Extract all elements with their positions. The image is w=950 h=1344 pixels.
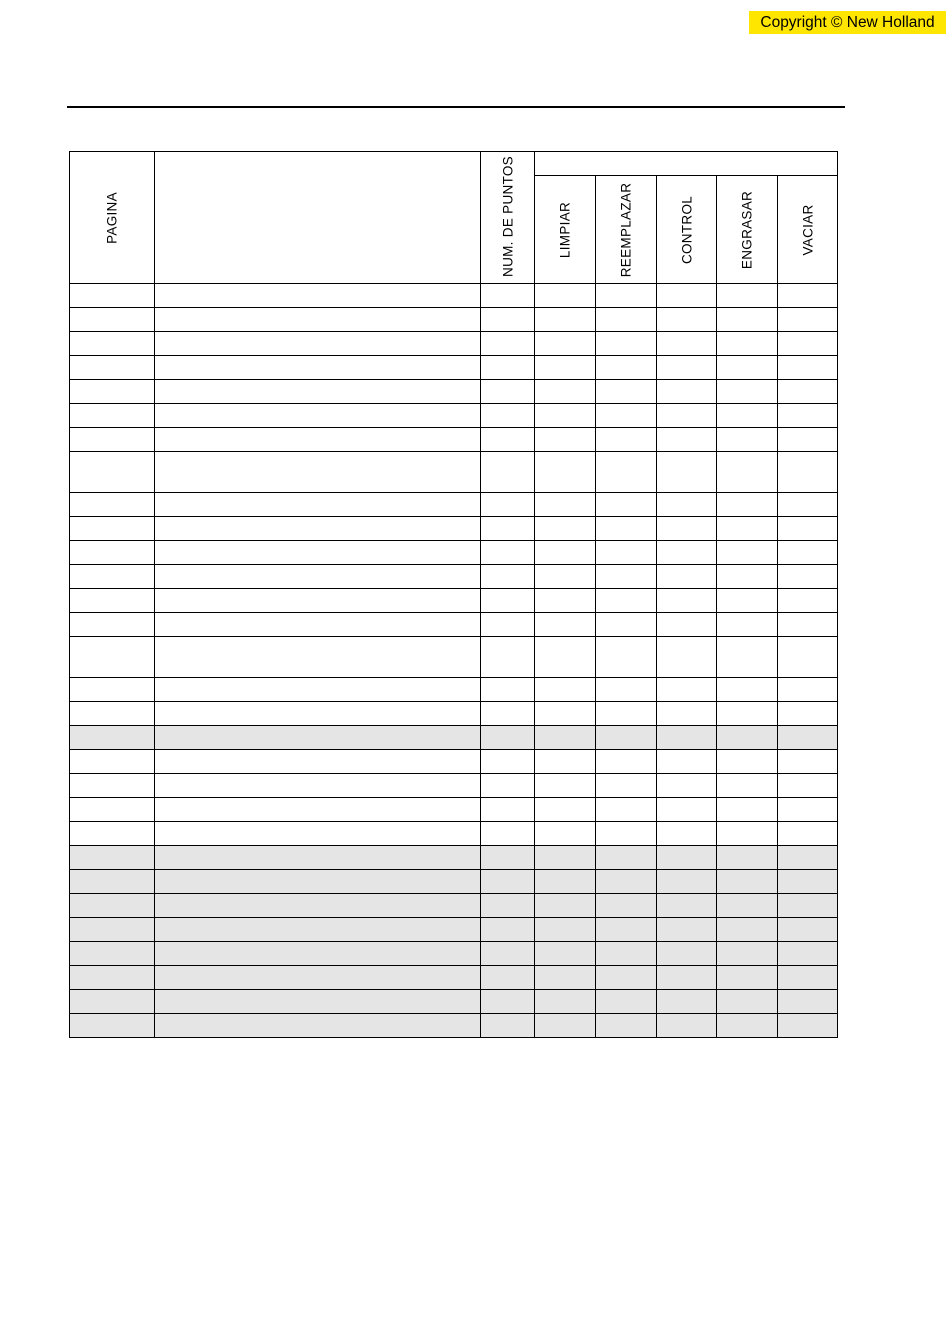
cell-description [155,452,481,493]
cell-pagina [70,517,155,541]
cell-pagina [70,565,155,589]
cell-reemplazar [596,589,657,613]
cell-vaciar [778,702,838,726]
cell-pagina [70,452,155,493]
cell-pagina [70,702,155,726]
cell-reemplazar [596,493,657,517]
cell-pagina [70,966,155,990]
cell-num-puntos [481,918,535,942]
table-row [70,452,838,493]
cell-limpiar [535,774,596,798]
cell-num-puntos [481,846,535,870]
cell-reemplazar [596,541,657,565]
cell-control [657,284,717,308]
cell-num-puntos [481,678,535,702]
cell-control [657,774,717,798]
cell-reemplazar [596,870,657,894]
cell-reemplazar [596,774,657,798]
cell-vaciar [778,846,838,870]
cell-description [155,918,481,942]
cell-limpiar [535,428,596,452]
cell-reemplazar [596,517,657,541]
cell-reemplazar [596,356,657,380]
table-row [70,846,838,870]
cell-limpiar [535,308,596,332]
cell-control [657,1014,717,1038]
cell-num-puntos [481,637,535,678]
table-row [70,990,838,1014]
cell-vaciar [778,380,838,404]
cell-pagina [70,1014,155,1038]
cell-engrasar [717,637,778,678]
cell-vaciar [778,774,838,798]
cell-num-puntos [481,493,535,517]
cell-num-puntos [481,1014,535,1038]
cell-vaciar [778,589,838,613]
cell-reemplazar [596,702,657,726]
header-description [155,152,481,284]
cell-num-puntos [481,565,535,589]
cell-limpiar [535,894,596,918]
cell-control [657,918,717,942]
cell-engrasar [717,428,778,452]
cell-num-puntos [481,541,535,565]
cell-num-puntos [481,356,535,380]
cell-reemplazar [596,637,657,678]
cell-description [155,894,481,918]
cell-num-puntos [481,452,535,493]
table-row [70,894,838,918]
table-row [70,493,838,517]
cell-pagina [70,798,155,822]
cell-description [155,942,481,966]
cell-vaciar [778,452,838,493]
cell-reemplazar [596,750,657,774]
cell-description [155,750,481,774]
cell-limpiar [535,637,596,678]
cell-control [657,750,717,774]
cell-control [657,308,717,332]
cell-engrasar [717,308,778,332]
cell-limpiar [535,750,596,774]
header-pagina-label: PAGINA [104,191,120,244]
table-row [70,774,838,798]
cell-description [155,541,481,565]
cell-limpiar [535,284,596,308]
cell-control [657,428,717,452]
table-row [70,565,838,589]
cell-engrasar [717,356,778,380]
cell-num-puntos [481,894,535,918]
table-row [70,589,838,613]
cell-vaciar [778,726,838,750]
cell-control [657,966,717,990]
cell-control [657,493,717,517]
cell-description [155,774,481,798]
cell-vaciar [778,822,838,846]
cell-control [657,517,717,541]
cell-reemplazar [596,404,657,428]
cell-limpiar [535,822,596,846]
header-engrasar [717,176,778,284]
cell-engrasar [717,541,778,565]
table-row [70,1014,838,1038]
cell-pagina [70,894,155,918]
cell-limpiar [535,517,596,541]
cell-pagina [70,284,155,308]
cell-pagina [70,332,155,356]
cell-engrasar [717,990,778,1014]
cell-control [657,404,717,428]
cell-reemplazar [596,565,657,589]
cell-limpiar [535,589,596,613]
cell-description [155,380,481,404]
cell-limpiar [535,798,596,822]
cell-reemplazar [596,452,657,493]
cell-num-puntos [481,589,535,613]
cell-control [657,894,717,918]
cell-control [657,356,717,380]
cell-limpiar [535,966,596,990]
table-row [70,942,838,966]
cell-vaciar [778,356,838,380]
cell-reemplazar [596,380,657,404]
cell-description [155,589,481,613]
cell-description [155,284,481,308]
cell-reemplazar [596,428,657,452]
cell-vaciar [778,990,838,1014]
cell-limpiar [535,380,596,404]
cell-limpiar [535,1014,596,1038]
header-reemplazar-label: REEMPLAZAR [618,182,634,277]
cell-control [657,990,717,1014]
cell-num-puntos [481,726,535,750]
table-row [70,750,838,774]
cell-vaciar [778,404,838,428]
cell-pagina [70,990,155,1014]
cell-reemplazar [596,846,657,870]
cell-control [657,846,717,870]
cell-vaciar [778,918,838,942]
cell-control [657,870,717,894]
cell-pagina [70,918,155,942]
cell-vaciar [778,284,838,308]
cell-control [657,452,717,493]
cell-num-puntos [481,613,535,637]
cell-pagina [70,613,155,637]
cell-pagina [70,846,155,870]
cell-description [155,702,481,726]
cell-engrasar [717,589,778,613]
cell-pagina [70,942,155,966]
header-vaciar [778,176,838,284]
cell-pagina [70,822,155,846]
cell-description [155,726,481,750]
cell-control [657,541,717,565]
cell-control [657,565,717,589]
table-row [70,726,838,750]
cell-pagina [70,726,155,750]
table-row [70,404,838,428]
cell-vaciar [778,517,838,541]
cell-description [155,966,481,990]
header-num-puntos-label: NUM. DE PUNTOS [500,156,515,277]
table-row [70,541,838,565]
cell-num-puntos [481,332,535,356]
cell-engrasar [717,332,778,356]
header-num-puntos [481,152,535,284]
cell-limpiar [535,702,596,726]
cell-reemplazar [596,918,657,942]
cell-pagina [70,750,155,774]
cell-vaciar [778,870,838,894]
cell-vaciar [778,428,838,452]
cell-limpiar [535,356,596,380]
cell-pagina [70,541,155,565]
cell-limpiar [535,990,596,1014]
cell-reemplazar [596,990,657,1014]
cell-engrasar [717,846,778,870]
cell-engrasar [717,822,778,846]
cell-limpiar [535,613,596,637]
cell-num-puntos [481,284,535,308]
cell-engrasar [717,613,778,637]
cell-reemplazar [596,894,657,918]
header-engrasar-label: ENGRASAR [739,190,755,269]
cell-limpiar [535,942,596,966]
cell-vaciar [778,493,838,517]
cell-engrasar [717,894,778,918]
cell-limpiar [535,870,596,894]
cell-description [155,1014,481,1038]
cell-control [657,380,717,404]
cell-control [657,678,717,702]
cell-control [657,637,717,678]
header-actions-group [535,152,838,176]
cell-description [155,428,481,452]
cell-engrasar [717,565,778,589]
cell-description [155,308,481,332]
header-vaciar-label: VACIAR [800,203,815,256]
cell-reemplazar [596,308,657,332]
cell-vaciar [778,894,838,918]
table-row [70,702,838,726]
cell-limpiar [535,726,596,750]
cell-num-puntos [481,517,535,541]
cell-num-puntos [481,380,535,404]
table-row [70,966,838,990]
cell-pagina [70,380,155,404]
cell-num-puntos [481,774,535,798]
cell-vaciar [778,332,838,356]
cell-description [155,613,481,637]
cell-vaciar [778,565,838,589]
cell-reemplazar [596,966,657,990]
cell-engrasar [717,750,778,774]
cell-pagina [70,428,155,452]
cell-pagina [70,774,155,798]
header-reemplazar [596,176,657,284]
cell-num-puntos [481,308,535,332]
cell-description [155,678,481,702]
cell-pagina [70,678,155,702]
table-row [70,613,838,637]
cell-engrasar [717,774,778,798]
cell-limpiar [535,404,596,428]
cell-engrasar [717,918,778,942]
cell-description [155,517,481,541]
table-row [70,308,838,332]
cell-engrasar [717,702,778,726]
cell-engrasar [717,798,778,822]
table-row [70,380,838,404]
cell-description [155,990,481,1014]
table-row [70,356,838,380]
table-row [70,428,838,452]
cell-engrasar [717,380,778,404]
cell-vaciar [778,1014,838,1038]
cell-reemplazar [596,1014,657,1038]
cell-limpiar [535,846,596,870]
cell-limpiar [535,493,596,517]
copyright-badge: Copyright © New Holland [749,11,946,34]
cell-reemplazar [596,284,657,308]
cell-engrasar [717,493,778,517]
cell-num-puntos [481,942,535,966]
cell-engrasar [717,452,778,493]
cell-num-puntos [481,750,535,774]
header-limpiar [535,176,596,284]
cell-engrasar [717,678,778,702]
cell-vaciar [778,637,838,678]
table-row [70,637,838,678]
maintenance-table [69,151,838,1038]
cell-pagina [70,493,155,517]
table-row [70,822,838,846]
cell-vaciar [778,750,838,774]
header-control [657,176,717,284]
cell-engrasar [717,517,778,541]
cell-description [155,493,481,517]
cell-limpiar [535,565,596,589]
table-row [70,918,838,942]
header-control-label: CONTROL [679,195,694,264]
cell-engrasar [717,942,778,966]
header-limpiar-label: LIMPIAR [557,201,573,258]
cell-reemplazar [596,332,657,356]
cell-description [155,822,481,846]
cell-limpiar [535,918,596,942]
cell-num-puntos [481,822,535,846]
cell-vaciar [778,966,838,990]
cell-num-puntos [481,404,535,428]
cell-num-puntos [481,428,535,452]
table-row [70,798,838,822]
table-row [70,517,838,541]
header-pagina [70,152,155,284]
cell-num-puntos [481,966,535,990]
cell-num-puntos [481,870,535,894]
cell-num-puntos [481,702,535,726]
table-row [70,678,838,702]
cell-pagina [70,356,155,380]
cell-vaciar [778,541,838,565]
cell-vaciar [778,678,838,702]
cell-control [657,589,717,613]
cell-engrasar [717,284,778,308]
cell-control [657,798,717,822]
cell-limpiar [535,452,596,493]
cell-reemplazar [596,798,657,822]
cell-engrasar [717,1014,778,1038]
cell-num-puntos [481,990,535,1014]
cell-pagina [70,308,155,332]
cell-pagina [70,404,155,428]
cell-description [155,637,481,678]
cell-control [657,942,717,966]
cell-pagina [70,870,155,894]
cell-pagina [70,637,155,678]
cell-description [155,870,481,894]
cell-limpiar [535,332,596,356]
cell-control [657,332,717,356]
cell-num-puntos [481,798,535,822]
cell-limpiar [535,541,596,565]
cell-engrasar [717,404,778,428]
table-row [70,332,838,356]
cell-control [657,702,717,726]
cell-description [155,356,481,380]
cell-reemplazar [596,822,657,846]
cell-vaciar [778,613,838,637]
cell-vaciar [778,798,838,822]
cell-reemplazar [596,613,657,637]
cell-limpiar [535,678,596,702]
cell-engrasar [717,726,778,750]
cell-vaciar [778,942,838,966]
table-row [70,284,838,308]
cell-vaciar [778,308,838,332]
cell-control [657,613,717,637]
cell-description [155,332,481,356]
cell-engrasar [717,966,778,990]
table-row [70,870,838,894]
header-rule [67,106,845,108]
cell-reemplazar [596,726,657,750]
cell-reemplazar [596,942,657,966]
cell-description [155,565,481,589]
cell-reemplazar [596,678,657,702]
cell-description [155,798,481,822]
cell-description [155,846,481,870]
cell-engrasar [717,870,778,894]
cell-control [657,822,717,846]
cell-description [155,404,481,428]
cell-pagina [70,589,155,613]
cell-control [657,726,717,750]
